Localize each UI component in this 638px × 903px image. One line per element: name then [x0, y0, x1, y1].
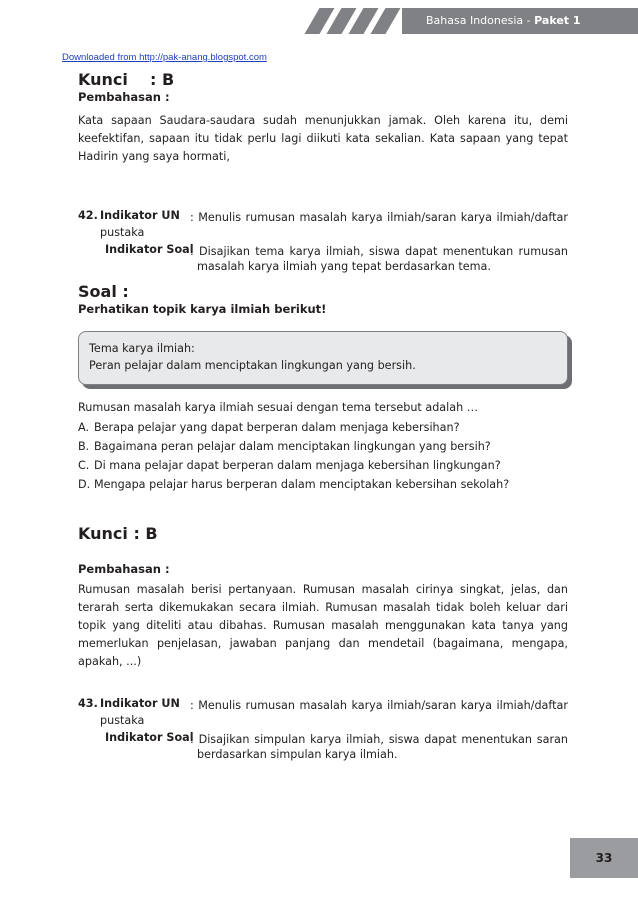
- q42-indikator-un-cont: pustaka: [100, 226, 145, 239]
- option-letter: B.: [78, 440, 90, 453]
- q42-indikator-soal-line1: : Disajikan tema karya ilmiah, siswa dapat menentukan rumusan: [190, 245, 568, 258]
- option-text: Mengapa pelajar harus berperan dalam menciptakan kebersihan sekolah?: [94, 478, 510, 491]
- q42-indikator-un-label: Indikator UN: [100, 209, 180, 222]
- q43-indikator-soal-line2: berdasarkan simpulan karya ilmiah.: [197, 748, 398, 761]
- pembahasan-mid-label: Pembahasan :: [78, 562, 170, 576]
- kunci-mid: Kunci : B: [78, 524, 158, 543]
- option-d: [78, 478, 509, 491]
- soal-instruction: Perhatikan topik karya ilmiah berikut!: [78, 302, 327, 316]
- question-text: Rumusan masalah karya ilmiah sesuai dengan tema tersebut adalah …: [78, 401, 478, 414]
- option-text: Bagaimana peran pelajar dalam menciptakan lingkungan yang bersih?: [94, 440, 491, 453]
- option-letter: A.: [78, 421, 90, 434]
- q43-indikator-soal-label: Indikator Soal: [105, 731, 194, 744]
- q42-indikator-soal-line2: masalah karya ilmiah yang tepat berdasarkan tema.: [197, 260, 491, 273]
- kunci-value: : B: [150, 70, 175, 89]
- q43-indikator-soal-line1: : Disajikan simpulan karya ilmiah, siswa dapat menentukan saran: [190, 733, 568, 746]
- option-text: Berapa pelajar yang dapat berperan dalam menjaga kebersihan?: [94, 421, 460, 434]
- q42-number: 42.: [78, 209, 98, 222]
- topic-box-line1: Tema karya ilmiah:: [89, 342, 195, 355]
- pembahasan-mid-text: Rumusan masalah berisi pertanyaan. Rumusan masalah cirinya singkat, jelas, dan terarah serta dikemukakan secara ilmiah. Rumusan masalah tidak boleh keluar dari topik yang diteliti atau dibahas. Rumusan masalah menggunakan kata tanya yang memerlukan penjelasan, jawaban panjang dan mendetail (bagaimana, mengapa, apakah, ...): [78, 583, 568, 668]
- option-text: Di mana pelajar dapat berperan dalam menjaga kebersihan lingkungan?: [94, 459, 501, 472]
- q42-indikator-soal-label: Indikator Soal: [105, 243, 194, 256]
- option-b: [78, 440, 491, 453]
- page-number: 33: [570, 838, 638, 878]
- option-c: [78, 459, 501, 472]
- topic-box: [78, 331, 568, 385]
- kunci-label: Kunci: [78, 70, 128, 89]
- header-bar: [402, 8, 638, 34]
- soal-heading: Soal :: [78, 282, 129, 301]
- topic-box-line2: Peran pelajar dalam menciptakan lingkungan yang bersih.: [89, 359, 416, 372]
- download-link[interactable]: Downloaded from http://pak-anang.blogspot.com: [62, 52, 267, 63]
- q43-indikator-un-text: : Menulis rumusan masalah karya ilmiah/saran karya ilmiah/daftar: [190, 699, 568, 712]
- pembahasan-text: Kata sapaan Saudara-saudara sudah menunjukkan jamak. Oleh karena itu, demi keefektifan, sapaan itu tidak perlu lagi diikuti kata sekalian. Kata sapaan yang tepat Hadirin yang saya hormati,: [78, 114, 568, 163]
- option-a: [78, 421, 460, 434]
- pembahasan-label: Pembahasan :: [78, 90, 170, 104]
- option-letter: D.: [78, 478, 91, 491]
- q42-indikator-un-text: : Menulis rumusan masalah karya ilmiah/saran karya ilmiah/daftar: [190, 211, 568, 224]
- option-letter: C.: [78, 459, 90, 472]
- header-title: Bahasa Indonesia -: [426, 14, 535, 27]
- header-title-bold: Paket 1: [534, 14, 581, 27]
- q43-indikator-un-label: Indikator UN: [100, 697, 180, 710]
- q43-indikator-un-cont: pustaka: [100, 714, 145, 727]
- q43-number: 43.: [78, 697, 98, 710]
